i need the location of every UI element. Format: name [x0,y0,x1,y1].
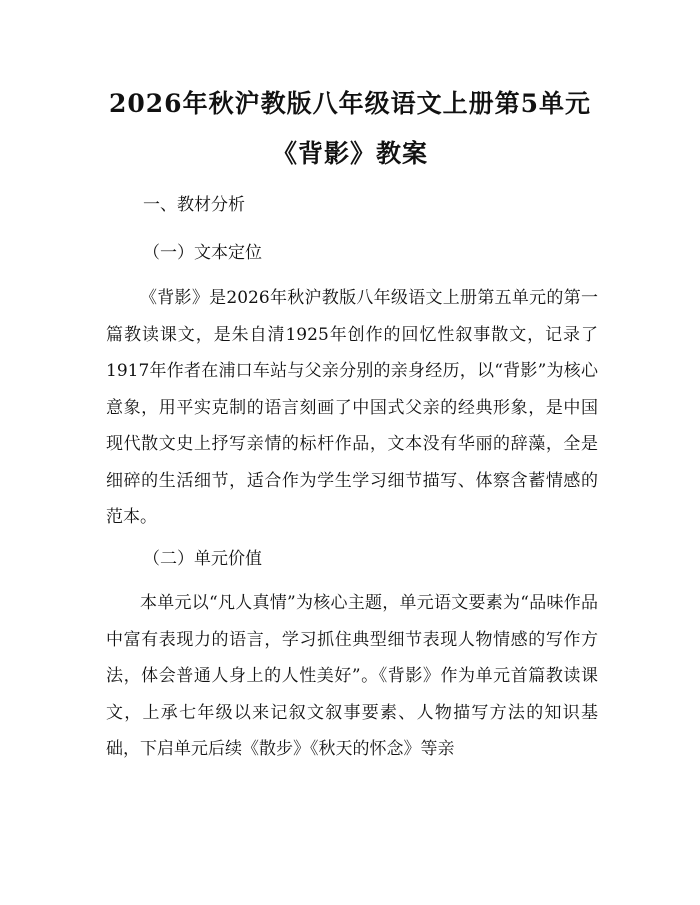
subsection-heading-unit-value: （二）单元价值 [143,549,262,569]
section-heading-textbook-analysis: 一、教材分析 [143,195,245,215]
paragraph-text-positioning: 《背影》是2026年秋沪教版八年级语文上册第五单元的第一篇教读课文，是朱自清1925年创作的回忆性叙事散文，记录了1917年作者在浦口车站与父亲分别的亲身经历，以“背影”为核心意象，用平实克制的语言刻画了中国式父亲的经典形象，是中国现代散文史上抒写亲情的标杆作品，文本没有华丽的辞藻，全是细碎的生活细节，适合作为学生学习细节描写、体察含蓄情感的范本。 [106,288,598,527]
document-title-line2: 《背影》教案 [271,139,428,168]
document-title-line1: 2026年秋沪教版八年级语文上册第5单元 [109,89,591,118]
subsection-heading-text-positioning: （一）文本定位 [143,243,262,263]
paragraph-unit-value: 本单元以“凡人真情”为核心主题，单元语文要素为“品味作品中富有表现力的语言，学习抓住典型细节表现人物情感的写作方法，体会普通人身上的人性美好”。《背影》作为单元首篇教读课文，上承七年级以来记叙文叙事要素、人物描写方法的知识基础，下启单元后续《散步》《秋天的怀念》等亲 [106,593,598,759]
